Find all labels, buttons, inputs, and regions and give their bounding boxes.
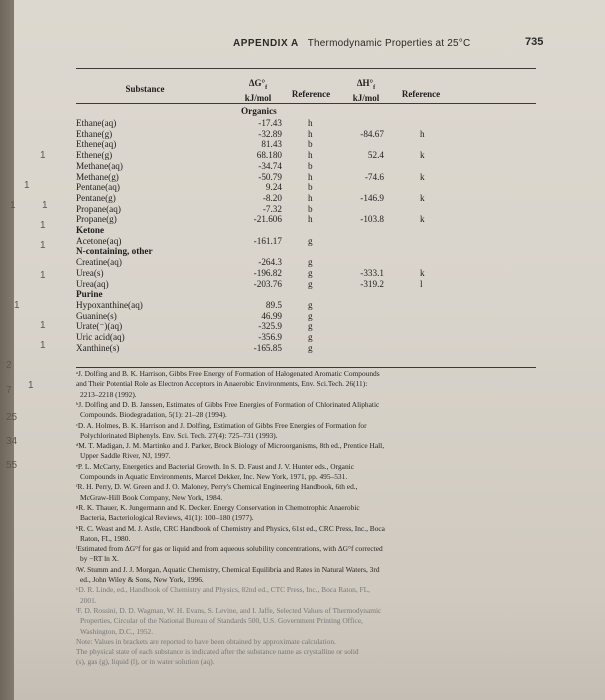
row-delta-g: -165.85 (253, 342, 282, 353)
row-delta-g: -7.32 (262, 203, 282, 214)
row-delta-h: -74.6 (364, 171, 384, 182)
row-ref-1: g (308, 267, 313, 278)
row-substance: Acetone(aq) (76, 235, 122, 246)
row-delta-g: -161.17 (253, 235, 282, 246)
delta-h-symbol: $\Delta H^\circ_f$ (356, 78, 376, 91)
col-reference-1: Reference (291, 89, 331, 99)
footnote-line: Raton, FL, 1980. (80, 533, 131, 543)
row-delta-g: -8.20 (262, 192, 282, 203)
footnote-line: McGraw-Hill Book Company, New York, 1984. (80, 492, 223, 502)
col-reference-2: Reference (401, 89, 441, 99)
appendix-label: APPENDIX A (233, 38, 299, 49)
row-ref-1: b (308, 139, 313, 150)
table-bottom-rule (76, 367, 536, 368)
row-delta-g: -203.76 (253, 278, 282, 289)
table-section-label: N-containing, other (76, 246, 153, 257)
row-ref-1: g (308, 278, 313, 289)
footnote-line: ᵉP. L. McCarty, Energetics and Bacterial Growth. In S. D. Faust and J. V. Hunter eds., Organic (76, 461, 354, 471)
row-substance: Pentane(aq) (76, 182, 120, 193)
row-delta-g: 81.43 (261, 139, 282, 150)
row-ref-1: b (308, 203, 313, 214)
footnote-line: Polychlorinated Biphenyls. Env. Sci. Tech. 27(4): 725–731 (1993). (80, 430, 278, 440)
row-ref-1: g (308, 257, 313, 268)
row-delta-g: -32.89 (258, 128, 282, 139)
margin-mark: 1 (40, 150, 46, 161)
footnote-line: ˡF. D. Rossini, D. D. Wagman, W. H. Evans, S. Levine, and I. Jaffe, Selected Values of Thermodynamic (76, 605, 382, 615)
footnote-line: Compounds. Biodegradation, 5(1): 21–28 (1994). (80, 410, 227, 420)
col-delta-g (230, 78, 286, 103)
delta-g-symbol: $\Delta G^\circ_f$ (248, 78, 268, 91)
margin-mark: 1 (40, 320, 46, 331)
footnote-line: ᵇJ. Dolfing and D. B. Janssen, Estimates of Gibbs Free Energies of Formation of Chlorinated Aliphatic (76, 399, 380, 409)
row-ref-1: h (308, 128, 313, 139)
col-delta-h (340, 78, 392, 103)
row-delta-g: -264.3 (258, 257, 282, 268)
row-delta-h: 52.4 (367, 150, 384, 161)
row-ref-1: h (308, 214, 313, 225)
row-delta-h: -319.2 (360, 278, 384, 289)
header-title: Thermodynamic Properties at 25°C (307, 38, 471, 49)
row-substance: Urate(⁻)(aq) (76, 321, 123, 332)
header-bottom-rule (76, 103, 536, 104)
footnote-line: ᵈM. T. Madigan, J. M. Martinko and J. Parker, Brock Biology of Microorganisms, 8th ed., Prentice Hall, (76, 441, 385, 451)
margin-mark: 1 (24, 180, 30, 191)
margin-mark: 1 (42, 200, 48, 211)
footnote-line: ⁱEstimated from ΔG°f for gas or liquid and from aqueous solubility concentrations, with ΔG°f corrected (76, 544, 383, 554)
margin-mark: 34 (6, 436, 18, 447)
row-ref-1: g (308, 332, 313, 342)
row-delta-g: -21.606 (253, 214, 282, 225)
row-substance: Methane(g) (76, 171, 119, 182)
page-number: 735 (525, 36, 544, 48)
row-substance: Urea(aq) (76, 278, 109, 289)
footnote-line: ʰR. C. Weast and M. J. Astle, CRC Handbook of Chemistry and Physics, 61st ed., CRC Press, Inc., Boca (76, 523, 385, 533)
row-ref-1: g (308, 299, 313, 310)
row-delta-g: -356.9 (258, 332, 282, 342)
row-ref-1: g (308, 342, 313, 353)
footnote-line: ᶠR. H. Perry, D. W. Green and J. O. Maloney, Perry's Chemical Engineering Handbook, 6th ed., (76, 482, 358, 492)
row-substance: Xanthine(s) (76, 342, 120, 353)
margin-mark: 2 (6, 360, 12, 371)
row-delta-h: -84.67 (360, 128, 384, 139)
margin-mark: 1 (40, 340, 46, 351)
row-substance: Pentane(g) (76, 192, 116, 203)
margin-mark: 7 (6, 385, 12, 396)
row-substance: Guanine(s) (76, 310, 117, 321)
footnote-line: ᵏD. R. Linde, ed., Handbook of Chemistry and Physics, 82nd ed., CTC Press, Inc., Boca Raton, FL, (76, 585, 371, 595)
footnote-line: ᵍR. K. Thauer, K. Jungermann and K. Decker. Energy Conservation in Chemotrophic Anaerobic (76, 502, 360, 512)
margin-mark: 1 (40, 240, 46, 251)
row-delta-g: 68.180 (256, 150, 282, 161)
footnote-line: Upper Saddle River, NJ, 1997. (80, 451, 171, 461)
row-substance: Propane(g) (76, 214, 117, 225)
footnote-line: ʲW. Stumm and J. J. Morgan, Aquatic Chemistry, Chemical Equilibria and Rates in Natural Waters, 3rd (76, 564, 380, 574)
row-substance: Hypoxanthine(aq) (76, 299, 143, 310)
row-ref-2: k (420, 171, 425, 182)
footnote-line: The physical state of each substance is indicated after the substance name as crystalline or solid (76, 647, 359, 657)
row-ref-1: h (308, 118, 313, 128)
margin-mark: 25 (6, 412, 18, 423)
row-ref-1: b (308, 160, 313, 171)
delta-h-units: kJ/mol (352, 92, 380, 103)
section-organics: Organics (241, 106, 277, 116)
margin-mark: 55 (6, 460, 18, 471)
row-ref-2: l (420, 278, 423, 289)
footnote-line: Compounds in Aquatic Environments, Marcel Dekker, Inc. New York, 1971, pp. 495–531. (80, 472, 348, 481)
footnote-line: ed., John Wiley & Sons, New York, 1996. (80, 575, 204, 584)
col-substance: Substance (125, 84, 165, 94)
row-ref-2: h (420, 128, 425, 139)
footnote-line: Bacteria, Bacteriological Reviews, 41(1): 100–180 (1977). (80, 513, 254, 523)
row-substance: Ethene(g) (76, 150, 113, 161)
footnote-line: 2213–2218 (1992). (80, 389, 137, 399)
row-delta-g: -50.79 (258, 171, 282, 182)
footnote-line: by −RT ln X. (80, 554, 119, 564)
delta-g-units: kJ/mol (244, 92, 272, 103)
table-top-rule (76, 68, 536, 69)
row-delta-g: 9.24 (265, 182, 282, 193)
margin-mark: 1 (10, 200, 16, 211)
row-ref-2: k (420, 214, 425, 225)
footnote-line: Washington, D.C., 1952. (80, 626, 154, 636)
row-ref-2: k (420, 267, 425, 278)
row-ref-1: b (308, 182, 313, 193)
running-header (233, 38, 470, 49)
row-delta-g: 89.5 (265, 299, 282, 310)
row-delta-g: -34.74 (258, 160, 282, 171)
row-ref-1: h (308, 192, 313, 203)
row-ref-2: k (420, 192, 425, 203)
margin-mark: 1 (40, 220, 46, 231)
table-section-label: Ketone (76, 225, 105, 235)
row-delta-h: -146.9 (360, 192, 384, 203)
footnote-line: (s), gas (g), liquid (l), or in water solution (aq). (76, 657, 215, 667)
row-substance: Ethane(g) (76, 128, 113, 139)
footnote-line: ᶜD. A. Holmes, B. K. Harrison and J. Dolfing, Estimation of Gibbs Free Energies of Formation for (76, 420, 367, 430)
margin-mark: 1 (28, 380, 34, 391)
row-substance: Creatine(aq) (76, 257, 122, 268)
table-section-label: Purine (76, 289, 103, 300)
row-ref-1: h (308, 150, 313, 161)
footnote-line: 2001. (80, 595, 97, 605)
footnote-line: ᵃJ. Dolfing and B. K. Harrison, Gibbs Free Energy of Formation of Halogenated Aromatic Compounds (76, 369, 380, 378)
row-ref-1: g (308, 321, 313, 332)
footnote-line: Note: Values in brackets are reported to have been obtained by approximate calculation. (76, 636, 336, 646)
row-substance: Methane(aq) (76, 160, 123, 171)
row-substance: Ethene(aq) (76, 139, 117, 150)
row-substance: Ethane(aq) (76, 118, 117, 128)
margin-mark: 1 (14, 300, 20, 311)
footnote-line: and Their Potential Role as Electron Acceptors in Anaerobic Environments, Env. Sci.Tech. 26(11): (76, 379, 368, 389)
row-ref-1: h (308, 171, 313, 182)
row-delta-g: -17.43 (258, 118, 282, 128)
row-ref-2: k (420, 150, 425, 161)
row-delta-g: 46.99 (261, 310, 282, 321)
row-ref-1: g (308, 310, 313, 321)
row-delta-h: -103.8 (360, 214, 384, 225)
footnote-line: Properties, Circular of the National Bureau of Standards 500, U.S. Government Printing Office, (80, 616, 363, 626)
row-substance: Urea(s) (76, 267, 104, 278)
row-delta-g: -325.9 (258, 321, 282, 332)
row-ref-1: g (308, 235, 313, 246)
row-substance: Propane(aq) (76, 203, 121, 214)
row-delta-h: -333.1 (360, 267, 384, 278)
margin-mark: 1 (40, 270, 46, 281)
row-delta-g: -196.82 (253, 267, 282, 278)
row-substance: Uric acid(aq) (76, 332, 125, 342)
